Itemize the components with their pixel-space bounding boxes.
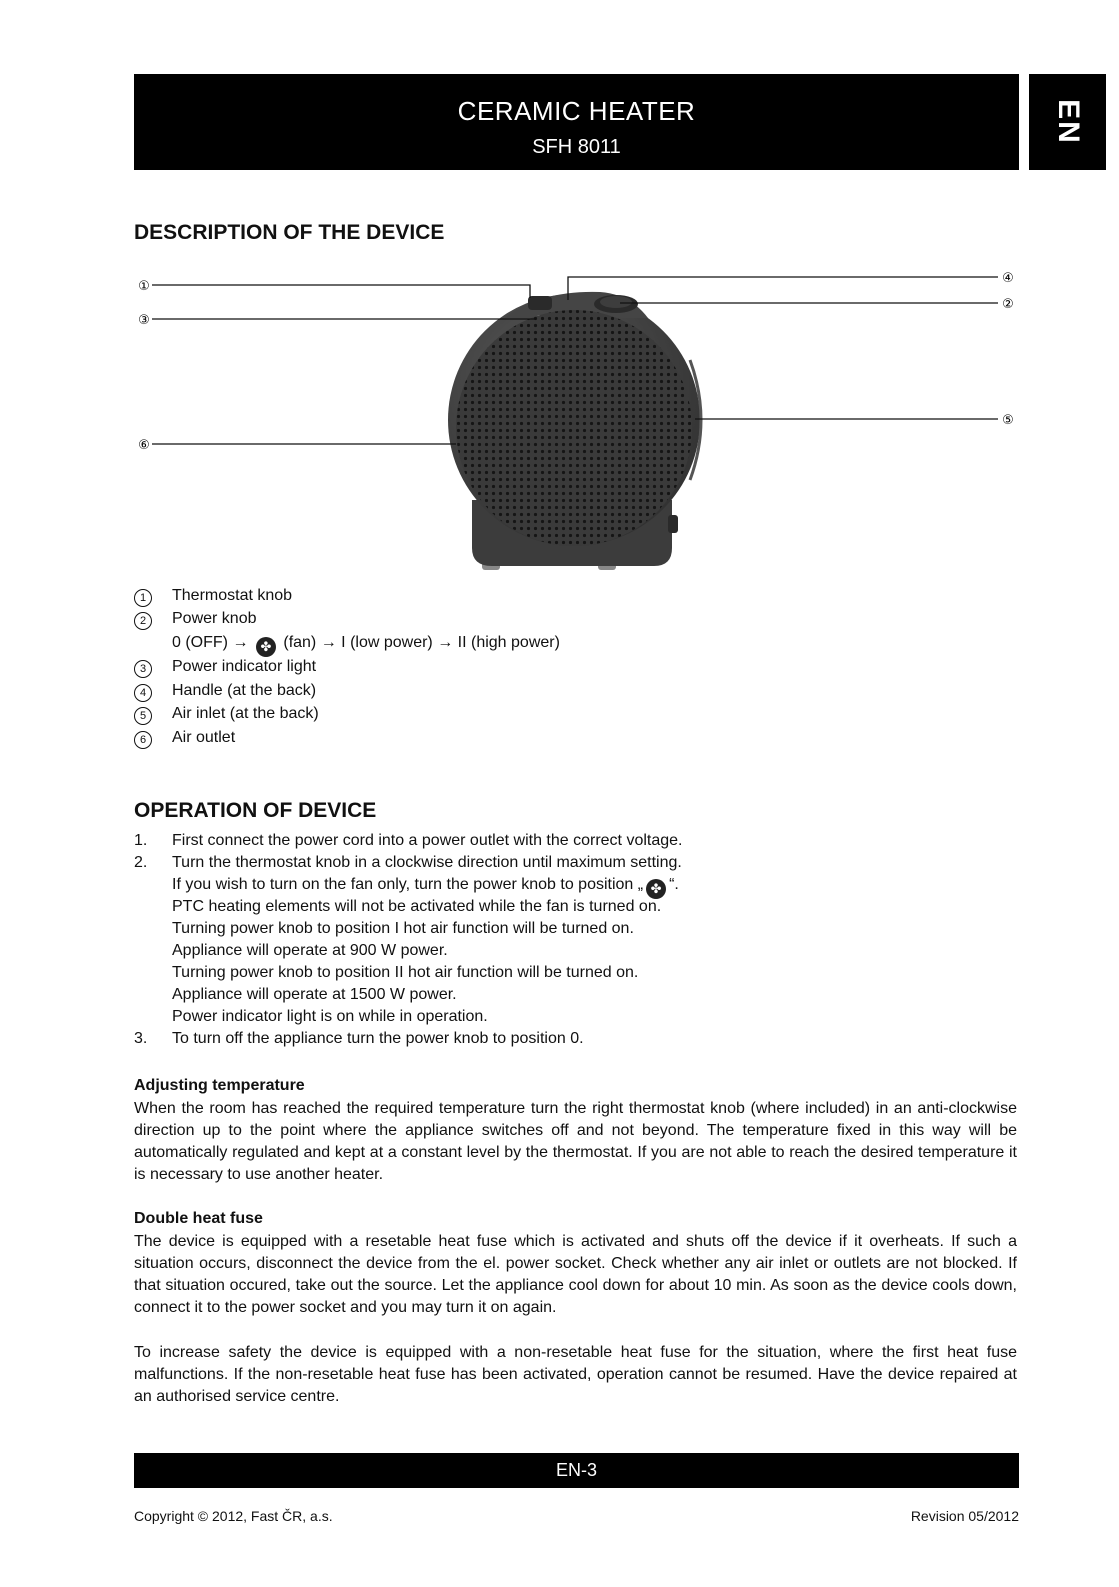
callout-4 [1002,271,1014,286]
part-label: Air outlet [172,729,236,746]
step-text: First connect the power cord into a power outlet with the correct voltage. [172,832,683,849]
part-label: Air inlet (at the back) [172,705,319,722]
step-text-suffix: “. [669,876,679,893]
part-label: Power knob [172,610,257,627]
part-label: Power indicator light [172,658,317,675]
position-off: 0 (OFF) [172,634,228,651]
page-number: EN-3 [555,1460,597,1480]
step-text: Turning power knob to position II hot air function will be turned on. [172,964,639,981]
svg-text:⑤: ⑤ [1002,413,1014,428]
step-text: To turn off the appliance turn the power knob to position 0. [172,1030,584,1047]
svg-text:③: ③ [138,313,150,328]
revision: Revision 05/2012 [910,1508,1019,1524]
position-high: II (high power) [457,634,560,651]
step-text: Appliance will operate at 1500 W power. [172,986,457,1003]
part-number: 5 [134,707,152,725]
part-label: Handle (at the back) [172,682,317,699]
svg-text:①: ① [138,279,150,294]
position-fan: (fan) [283,634,317,651]
fuse-paragraph-2: To increase safety the device is equipped with a non-resetable heat fuse for the situation, where the first heat fuse malfunctions. If the non-resetable heat fuse has been activated, operation cannot be resumed. Have the device repaired at an authorised service centre. [134,1344,1017,1405]
callout-1 [138,279,150,294]
svg-text:⑥: ⑥ [138,438,150,453]
description-heading: DESCRIPTION OF THE DEVICE [134,221,445,244]
part-number: 6 [134,731,152,749]
callout-5 [1002,413,1014,428]
step-text: Turning power knob to position I hot air function will be turned on. [172,920,634,937]
adjusting-heading: Adjusting temperature [134,1077,305,1094]
part-number: 3 [134,660,152,678]
step-text: If you wish to turn on the fan only, turn the power knob to position „ [172,876,644,893]
callout-3 [138,313,150,328]
fan-icon: ✤ [256,637,276,657]
part-number: 4 [134,684,152,702]
fuse-heading: Double heat fuse [134,1210,263,1227]
step-text: Power indicator light is on while in operation. [172,1008,488,1025]
part-label: Thermostat knob [172,587,293,604]
fuse-paragraph-1: The device is equipped with a resetable heat fuse which is activated and shuts off the device if it overheats. If such a situation occurs, disconnect the device from the el. power socket. Check whether any air inlet or outlets are not blocked. If that situation occured, take out the source. Let the appliance cool down for about 10 min. As soon as the device cools down, connect it to the power socket and you may turn it on again. [134,1233,1017,1316]
step-number: 2. [134,854,148,871]
arrow-icon: → [320,634,337,651]
fan-icon: ✤ [646,879,666,899]
copyright: Copyright © 2012, Fast ČR, a.s. [134,1508,333,1524]
part-number: 1 [134,589,152,607]
step-text: Turn the thermostat knob in a clockwise direction until maximum setting. [172,854,682,871]
operation-heading: OPERATION OF DEVICE [134,799,377,822]
arrow-icon: → [232,634,249,651]
step-text: Appliance will operate at 900 W power. [172,942,448,959]
svg-text:④: ④ [1002,271,1014,286]
step-number: 1. [134,832,148,849]
adjusting-paragraph: When the room has reached the required temperature turn the right thermostat knob (where included) in an anti-clockwise direction up to the point where the appliance switches off and not beyond. The temperature fixed in this way will be automatically regulated and kept at a constant level by the thermostat. If you are not able to reach the desired temperature it is necessary to use another heater. [134,1100,1017,1183]
step-text: PTC heating elements will not be activated while the fan is turned on. [172,898,662,915]
part-number: 2 [134,612,152,630]
heater-illustration [448,292,701,570]
page-number-bar [134,1453,1019,1488]
page-title: CERAMIC HEATER [457,96,696,126]
arrow-icon: → [437,634,454,651]
callout-6 [138,438,150,453]
model-number: SFH 8011 [532,136,621,158]
language-tab-label: EN [1051,99,1085,145]
position-low: I (low power) [341,634,433,651]
svg-text:②: ② [1002,297,1014,312]
heater-diagram [0,0,1119,590]
callout-2 [1002,297,1014,312]
step-number: 3. [134,1030,148,1047]
